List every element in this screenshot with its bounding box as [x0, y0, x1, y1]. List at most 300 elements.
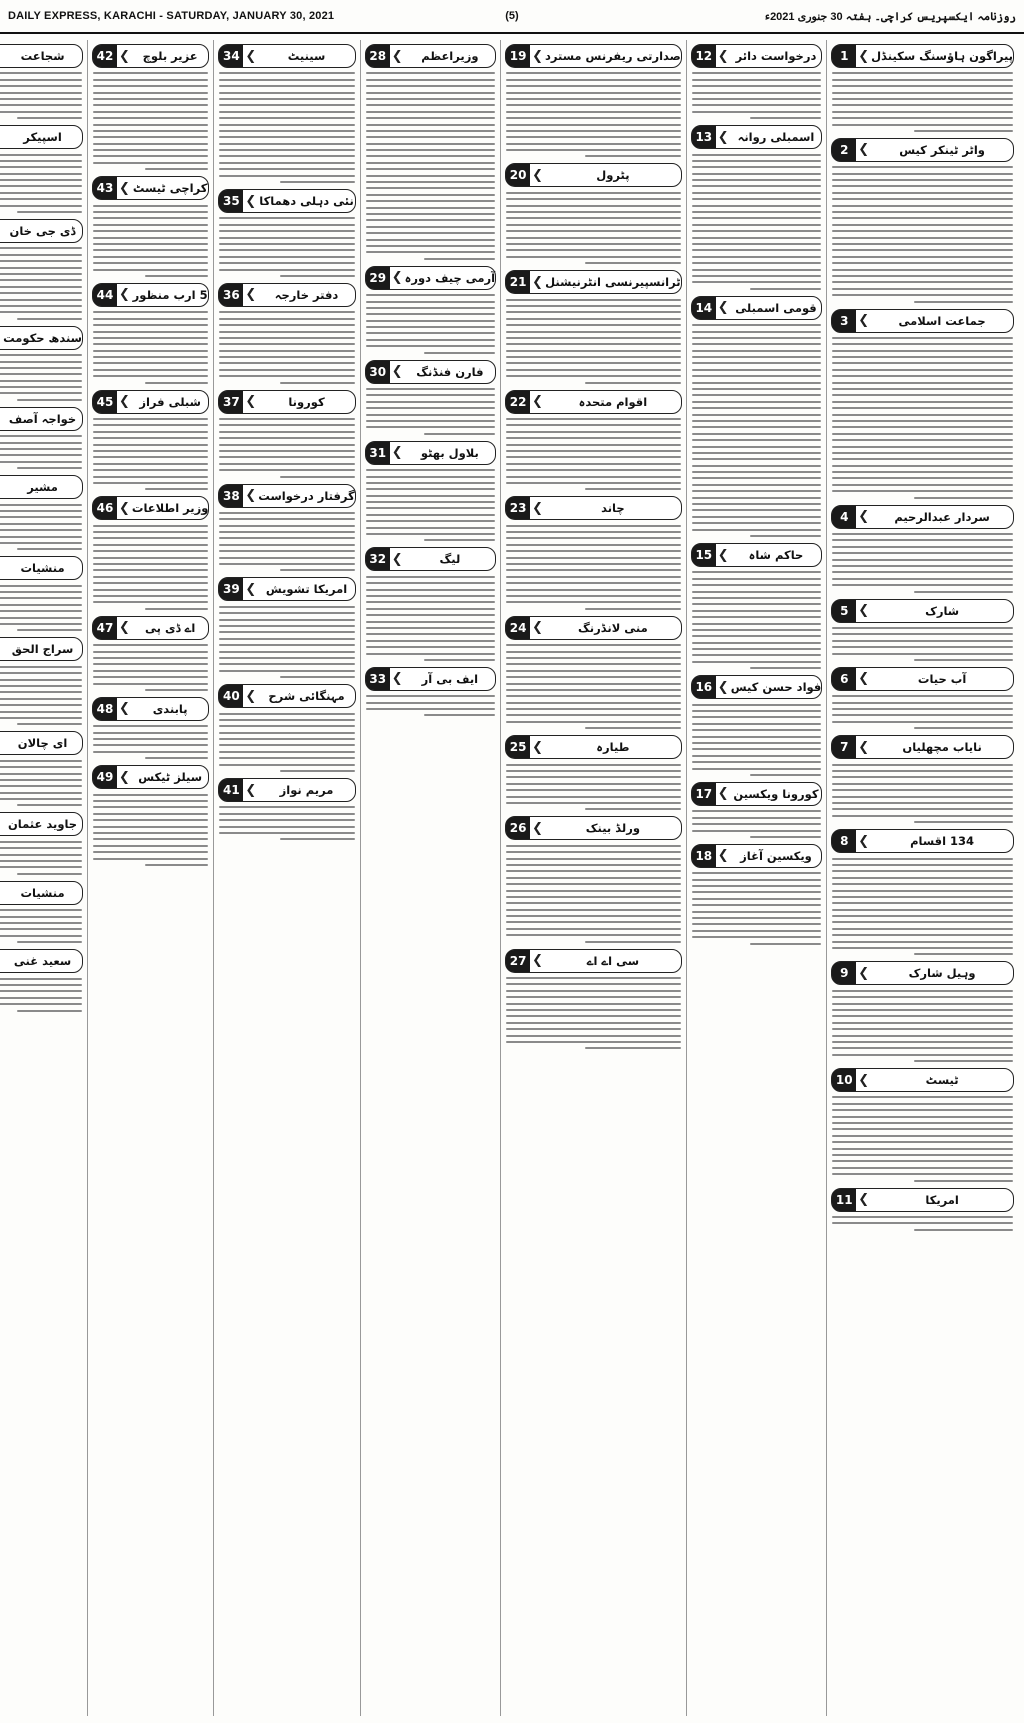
text-line: [832, 1154, 1013, 1156]
text-line: [366, 326, 495, 328]
text-line: [692, 603, 821, 605]
news-entry: [0, 637, 83, 725]
entry-body-text: [0, 978, 83, 1012]
text-line: [692, 872, 821, 874]
text-line: [219, 531, 354, 533]
text-line: [832, 465, 1013, 467]
text-line: [506, 670, 681, 672]
text-line: [0, 523, 82, 525]
text-line: [506, 934, 681, 936]
entry-title: سراج الحق: [11, 642, 74, 657]
entry-title: طیارہ: [596, 740, 630, 755]
entry-number: 12: [692, 45, 716, 67]
text-line: [750, 535, 821, 537]
text-line: [366, 608, 495, 610]
text-line: [0, 373, 82, 375]
text-line: [832, 695, 1013, 697]
text-line: [93, 211, 208, 213]
text-line: [692, 917, 821, 919]
text-line: [832, 294, 1013, 296]
entry-number: 43: [93, 177, 117, 199]
text-line: [506, 1009, 681, 1011]
text-line: [585, 382, 681, 384]
entry-number: 26: [506, 817, 530, 839]
text-line: [832, 896, 1013, 898]
news-entry: [92, 496, 209, 609]
news-entry: [505, 163, 682, 264]
text-line: [506, 256, 681, 258]
entry-title: نایاب مچھلیاں: [902, 740, 982, 755]
entry-header: [0, 812, 83, 836]
text-line: [692, 755, 821, 757]
text-line: [93, 469, 208, 471]
entry-body-text: [218, 512, 355, 572]
entry-title: مہنگائی شرح: [268, 689, 345, 704]
news-entry: [218, 189, 355, 277]
text-line: [832, 362, 1013, 364]
bracket-icon: ❯: [532, 274, 543, 290]
text-line: [506, 111, 681, 113]
text-line: [0, 916, 82, 918]
text-line: [832, 192, 1013, 194]
text-line: [93, 845, 208, 847]
entry-number: 7: [832, 736, 856, 758]
text-line: [832, 990, 1013, 992]
news-entry: [505, 735, 682, 810]
entry-number: 27: [506, 950, 530, 972]
entry-header: [218, 283, 355, 307]
entry-body-text: [92, 525, 209, 610]
text-line: [219, 619, 354, 621]
text-line: [506, 896, 681, 898]
entry-number: 37: [219, 391, 243, 413]
text-line: [93, 576, 208, 578]
entry-body-text: [0, 72, 83, 119]
text-line: [424, 539, 495, 541]
entry-header: [0, 125, 83, 149]
entry-header: [0, 44, 83, 68]
bracket-icon: ❯: [717, 786, 729, 802]
text-line: [366, 653, 495, 655]
text-line: [93, 262, 208, 264]
text-line: [0, 286, 82, 288]
text-line: [506, 977, 681, 979]
text-line: [0, 166, 82, 168]
entry-title: چاند: [601, 501, 625, 516]
entry-title: گرفتار درخواست: [258, 488, 355, 503]
text-line: [219, 262, 354, 264]
text-line: [692, 350, 821, 352]
text-line: [219, 155, 354, 157]
text-line: [145, 168, 208, 170]
text-line: [219, 418, 354, 420]
text-line: [0, 597, 82, 599]
entry-header: [0, 881, 83, 905]
text-line: [832, 1141, 1013, 1143]
text-line: [692, 516, 821, 518]
text-line: [692, 92, 821, 94]
text-line: [506, 996, 681, 998]
entry-header: [691, 44, 822, 68]
text-line: [93, 85, 208, 87]
text-line: [0, 260, 82, 262]
entry-body-text: [218, 713, 355, 773]
text-line: [585, 488, 681, 490]
text-line: [0, 854, 82, 856]
text-line: [93, 456, 208, 458]
entry-header: [92, 283, 209, 307]
text-line: [506, 469, 681, 471]
bracket-icon: ❯: [532, 394, 543, 410]
bracket-icon: ❯: [119, 769, 130, 785]
text-line: [506, 721, 681, 723]
text-line: [692, 420, 821, 422]
text-line: [219, 757, 354, 759]
text-line: [93, 418, 208, 420]
text-line: [692, 79, 821, 81]
text-line: [366, 708, 495, 710]
entry-title: بلاول بھٹو: [420, 445, 479, 460]
text-line: [219, 663, 354, 665]
text-line: [17, 467, 82, 469]
text-line: [366, 488, 495, 490]
text-line: [219, 518, 354, 520]
text-line: [832, 633, 1013, 635]
bracket-icon: ❯: [532, 500, 543, 516]
text-line: [692, 173, 821, 175]
text-line: [93, 350, 208, 352]
bracket-icon: ❯: [245, 193, 257, 209]
text-line: [506, 437, 681, 439]
text-line: [280, 676, 354, 678]
text-line: [280, 838, 354, 840]
text-line: [0, 104, 82, 106]
bracket-icon: ❯: [119, 394, 130, 410]
text-line: [145, 382, 208, 384]
text-line: [17, 1010, 82, 1012]
text-line: [0, 85, 82, 87]
text-line: [692, 497, 821, 499]
entry-number: 23: [506, 497, 530, 519]
entry-number: 9: [832, 962, 856, 984]
text-line: [832, 471, 1013, 473]
entry-body-text: [505, 72, 682, 157]
text-line: [219, 431, 354, 433]
text-line: [506, 356, 681, 358]
text-line: [219, 230, 354, 232]
text-line: [506, 369, 681, 371]
news-entry: [365, 360, 496, 435]
text-line: [914, 1229, 1013, 1231]
news-entry: [831, 961, 1014, 1062]
text-line: [832, 934, 1013, 936]
text-line: [219, 85, 354, 87]
text-line: [832, 1109, 1013, 1111]
text-line: [0, 510, 82, 512]
entry-body-text: [365, 388, 496, 435]
text-line: [692, 382, 821, 384]
text-line: [832, 173, 1013, 175]
text-line: [93, 800, 208, 802]
text-line: [692, 414, 821, 416]
text-line: [832, 539, 1013, 541]
text-line: [93, 589, 208, 591]
bracket-icon: ❯: [119, 48, 130, 64]
entry-body-text: [365, 294, 496, 354]
text-line: [366, 294, 495, 296]
text-line: [17, 548, 82, 550]
text-line: [219, 343, 354, 345]
text-line: [93, 601, 208, 603]
text-line: [692, 503, 821, 505]
text-line: [506, 563, 681, 565]
text-line: [914, 301, 1013, 303]
bracket-icon: ❯: [391, 364, 403, 380]
text-line: [506, 375, 681, 377]
text-line: [692, 211, 821, 213]
bracket-icon: ❯: [119, 180, 130, 196]
text-line: [366, 104, 495, 106]
bracket-icon: ❯: [532, 167, 543, 183]
text-line: [219, 224, 354, 226]
text-line: [0, 984, 82, 986]
text-line: [145, 757, 208, 759]
text-line: [0, 792, 82, 794]
entry-header: [831, 829, 1014, 853]
text-line: [506, 783, 681, 785]
text-line: [692, 471, 821, 473]
entry-number: 15: [692, 544, 716, 566]
text-line: [93, 130, 208, 132]
text-line: [832, 414, 1013, 416]
text-line: [366, 301, 495, 303]
text-line: [832, 124, 1013, 126]
entry-number: 3: [832, 310, 856, 332]
text-line: [366, 213, 495, 215]
entry-title: ویکسین آغاز: [740, 848, 812, 863]
entry-body-text: [92, 725, 209, 759]
text-line: [219, 469, 354, 471]
text-line: [832, 249, 1013, 251]
text-line: [219, 806, 354, 808]
news-entry: [0, 326, 83, 401]
news-entry: [831, 735, 1014, 823]
entry-header: [831, 44, 1014, 68]
text-line: [93, 531, 208, 533]
text-line: [219, 813, 354, 815]
news-entry: [831, 309, 1014, 499]
text-line: [93, 806, 208, 808]
text-line: [832, 796, 1013, 798]
entry-body-text: [831, 764, 1014, 824]
text-line: [219, 732, 354, 734]
entry-body-text: [831, 166, 1014, 302]
text-line: [219, 625, 354, 627]
text-line: [832, 1122, 1013, 1124]
entry-number: 40: [219, 685, 243, 707]
text-line: [219, 337, 354, 339]
entry-header: [365, 667, 496, 691]
entry-header: [218, 44, 355, 68]
text-line: [219, 557, 354, 559]
text-line: [692, 736, 821, 738]
text-line: [832, 1054, 1013, 1056]
entry-title: کراچی ٹیسٹ: [132, 181, 208, 196]
text-line: [832, 1148, 1013, 1150]
entry-title: فارن فنڈنگ: [416, 364, 484, 379]
text-line: [832, 783, 1013, 785]
text-line: [93, 751, 208, 753]
entry-header: [92, 697, 209, 721]
text-line: [506, 331, 681, 333]
text-line: [366, 168, 495, 170]
text-line: [0, 698, 82, 700]
entry-header: [831, 961, 1014, 985]
text-line: [832, 243, 1013, 245]
bracket-icon: [0, 411, 3, 426]
entry-title: ٹرانسپیرنسی انٹرنیشنل: [545, 275, 681, 290]
entry-title: امریکا: [925, 1192, 959, 1207]
entry-title: ورلڈ بینک: [585, 821, 640, 836]
text-line: [219, 104, 354, 106]
text-line: [219, 369, 354, 371]
text-line: [366, 601, 495, 603]
text-line: [219, 657, 354, 659]
entry-header: [218, 189, 355, 213]
entry-header: [92, 765, 209, 789]
text-line: [93, 362, 208, 364]
entry-body-text: [831, 1216, 1014, 1231]
text-line: [750, 117, 821, 119]
text-line: [506, 902, 681, 904]
text-line: [219, 725, 354, 727]
text-line: [506, 124, 681, 126]
text-line: [0, 185, 82, 187]
entry-number: 11: [832, 1189, 856, 1211]
bracket-icon: ❯: [858, 833, 870, 849]
bracket-icon: ❯: [858, 48, 870, 64]
text-line: [93, 331, 208, 333]
text-line: [0, 529, 82, 531]
entry-title: 5 ارب منظور: [132, 287, 208, 302]
text-line: [585, 727, 681, 729]
text-line: [366, 313, 495, 315]
entry-number: 29: [366, 267, 390, 289]
text-line: [506, 595, 681, 597]
text-line: [832, 1216, 1013, 1218]
text-line: [832, 947, 1013, 949]
text-line: [219, 537, 354, 539]
text-line: [692, 446, 821, 448]
entry-header: [0, 475, 83, 499]
bracket-icon: [0, 49, 3, 64]
text-line: [93, 72, 208, 74]
text-line: [219, 612, 354, 614]
text-line: [506, 877, 681, 879]
text-line: [832, 1028, 1013, 1030]
text-line: [692, 885, 821, 887]
text-line: [0, 461, 82, 463]
text-line: [832, 288, 1013, 290]
text-line: [692, 936, 821, 938]
text-line: [585, 941, 681, 943]
text-line: [219, 143, 354, 145]
entry-number: 38: [219, 485, 243, 507]
text-line: [93, 482, 208, 484]
news-entry: [691, 543, 822, 669]
text-line: [832, 708, 1013, 710]
bracket-icon: ❯: [858, 603, 870, 619]
entry-title: اے ڈی پی: [144, 620, 196, 635]
bracket-icon: ❯: [391, 671, 403, 687]
text-line: [0, 72, 82, 74]
text-line: [366, 200, 495, 202]
text-line: [219, 237, 354, 239]
text-line: [0, 798, 82, 800]
entry-title: امریکا تشویش: [265, 582, 348, 597]
text-line: [832, 104, 1013, 106]
text-line: [0, 847, 82, 849]
text-line: [914, 659, 1013, 661]
entry-body-text: [0, 354, 83, 401]
entry-number: 34: [219, 45, 243, 67]
entry-header: [218, 684, 355, 708]
text-line: [692, 407, 821, 409]
text-line: [832, 559, 1013, 561]
text-line: [93, 92, 208, 94]
text-line: [506, 770, 681, 772]
text-line: [750, 288, 821, 290]
text-line: [832, 92, 1013, 94]
text-line: [219, 651, 354, 653]
text-line: [366, 514, 495, 516]
entry-title: وزیراعظم: [421, 49, 479, 63]
text-line: [93, 237, 208, 239]
text-line: [366, 646, 495, 648]
news-entry: [92, 697, 209, 759]
text-line: [93, 537, 208, 539]
text-line: [692, 98, 821, 100]
entry-number: 24: [506, 617, 530, 639]
entry-title: صدارتی ریفرنس مسترد: [544, 49, 681, 63]
entry-title: لیگ: [439, 552, 461, 567]
masthead-urdu: روزنامہ ایکسپریس کراچی۔ ہفتہ 30 جنوری 2021ء: [764, 10, 1016, 23]
text-line: [366, 187, 495, 189]
text-line: [832, 877, 1013, 879]
text-line: [832, 1047, 1013, 1049]
text-line: [17, 629, 82, 631]
text-line: [832, 815, 1013, 817]
text-line: [366, 149, 495, 151]
text-line: [692, 710, 821, 712]
text-line: [0, 922, 82, 924]
text-line: [366, 207, 495, 209]
entry-number: 8: [832, 830, 856, 852]
text-line: [0, 354, 82, 356]
text-line: [219, 79, 354, 81]
entry-body-text: [691, 324, 822, 537]
entry-body-text: [92, 644, 209, 691]
entry-number: 25: [506, 736, 530, 758]
text-line: [424, 258, 495, 260]
text-line: [366, 219, 495, 221]
text-line: [506, 576, 681, 578]
entry-body-text: [505, 192, 682, 264]
entry-title: اسمبلی روانہ: [737, 130, 815, 145]
text-line: [93, 369, 208, 371]
text-line: [366, 307, 495, 309]
entry-body-text: [218, 217, 355, 277]
